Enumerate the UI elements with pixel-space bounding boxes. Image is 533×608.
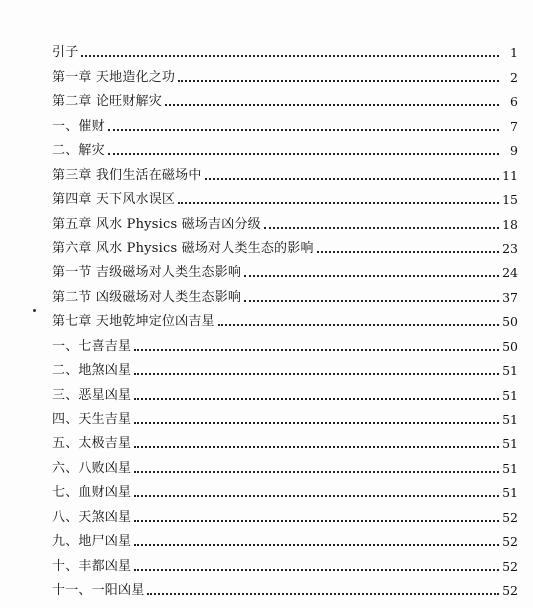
toc-entry-title: 第一节 吉级磁场对人类生态影响 [52,265,242,281]
dot-leader [134,495,499,497]
toc-entry-page-number: 18 [502,216,518,232]
dot-leader [134,422,499,424]
toc-entry [52,549,518,573]
toc-entry-page-number: 51 [502,412,518,427]
dot-leader [165,104,499,106]
toc-entry [52,85,518,109]
toc-entry-page-number: 11 [502,167,518,183]
toc-entry-title: 第四章 天下风水误区 [52,192,176,208]
dot-leader [178,202,499,204]
toc-entry-title: 八、天煞凶星 [52,509,132,525]
dot-leader [244,275,499,277]
toc-entry-page-number: 52 [502,583,518,599]
toc-entry [52,158,518,182]
toc-entry-page-number: 51 [502,485,518,501]
toc-entry-title: 六、八败凶星 [52,460,132,476]
toc-entry-title: 五、太极吉星 [52,436,132,452]
toc-entry-title: 十、丰都凶星 [52,558,132,574]
dot-leader [134,520,499,522]
toc-entry-page-number: 37 [502,289,518,305]
toc-entry-page-number: 9 [510,143,518,159]
toc-entry [52,109,518,133]
toc-entry-page-number: 15 [502,192,518,208]
dot-leader [244,300,499,302]
toc-entry-page-number: 50 [502,338,518,354]
dot-leader [108,153,499,155]
toc-entry [52,280,518,304]
toc-entry [52,329,518,353]
toc-entry-title: 七、血财凶星 [52,485,132,501]
dot-leader [134,569,499,571]
toc-entry-page-number: 51 [502,460,518,476]
table-of-contents [52,36,518,598]
dot-leader [134,398,499,400]
dot-leader [218,324,499,326]
toc-entry-page-number: 51 [502,387,518,403]
dot-leader [134,544,499,546]
toc-entry [52,36,518,60]
toc-entry-title: 九、地尸凶星 [52,534,132,550]
toc-entry-title: 一、七喜吉星 [52,338,132,354]
dot-leader [147,593,499,595]
dot-leader [178,80,499,82]
dot-leader [108,129,499,131]
toc-entry [52,134,518,158]
toc-entry-title: 一、催财 [52,118,105,134]
dot-leader [205,178,499,180]
dot-leader [317,251,499,253]
toc-entry [52,403,518,427]
toc-entry-title: 第一章 天地造化之功 [52,69,176,85]
toc-entry-title: 三、恶星凶星 [52,387,132,403]
toc-entry-title: 二、地煞凶星 [52,363,132,379]
toc-entry-title: 四、天生吉星 [52,412,132,427]
toc-entry [52,574,518,598]
toc-entry-title: 第五章 风水 Physics 磁场吉凶分级 [52,216,261,232]
toc-entry-title: 第七章 天地乾坤定位凶吉星 [52,314,215,330]
toc-entry [52,232,518,256]
toc-entry-page-number: 7 [510,118,518,134]
toc-entry-title: 二、解灾 [52,143,105,159]
toc-entry [52,525,518,549]
toc-entry-page-number: 24 [502,265,518,281]
toc-entry-page-number: 52 [502,509,518,525]
toc-entry [52,256,518,280]
toc-entry [52,354,518,378]
toc-entry [52,476,518,500]
toc-entry [52,305,518,329]
dot-leader [134,349,499,351]
toc-entry-page-number: 51 [502,363,518,379]
toc-entry [52,378,518,402]
toc-entry-page-number: 2 [510,69,518,85]
toc-entry-page-number: 6 [510,94,518,110]
toc-entry-page-number: 50 [502,314,518,330]
scan-speck [33,309,36,312]
toc-entry-title: 第三章 我们生活在磁场中 [52,167,202,183]
toc-entry-title: 第二节 凶级磁场对人类生态影响 [52,289,242,305]
dot-leader [264,227,499,229]
toc-entry-page-number: 51 [502,436,518,452]
dot-leader [134,446,499,448]
toc-entry-title: 第六章 风水 Physics 磁场对人类生态的影响 [52,240,314,256]
toc-entry [52,500,518,524]
toc-entry-page-number: 1 [510,45,518,61]
dot-leader [134,373,499,375]
toc-entry-page-number: 52 [502,534,518,550]
toc-entry-page-number: 52 [502,558,518,574]
toc-entry-page-number: 23 [502,240,518,256]
toc-entry [52,427,518,451]
toc-entry [52,183,518,207]
dot-leader [134,471,499,473]
toc-entry-title: 引子 [52,45,79,61]
toc-entry [52,451,518,475]
toc-entry [52,60,518,84]
toc-entry-title: 十一、一阳凶星 [52,583,145,599]
dot-leader [81,55,499,57]
toc-entry-title: 第二章 论旺财解灾 [52,94,162,110]
toc-entry [52,207,518,231]
